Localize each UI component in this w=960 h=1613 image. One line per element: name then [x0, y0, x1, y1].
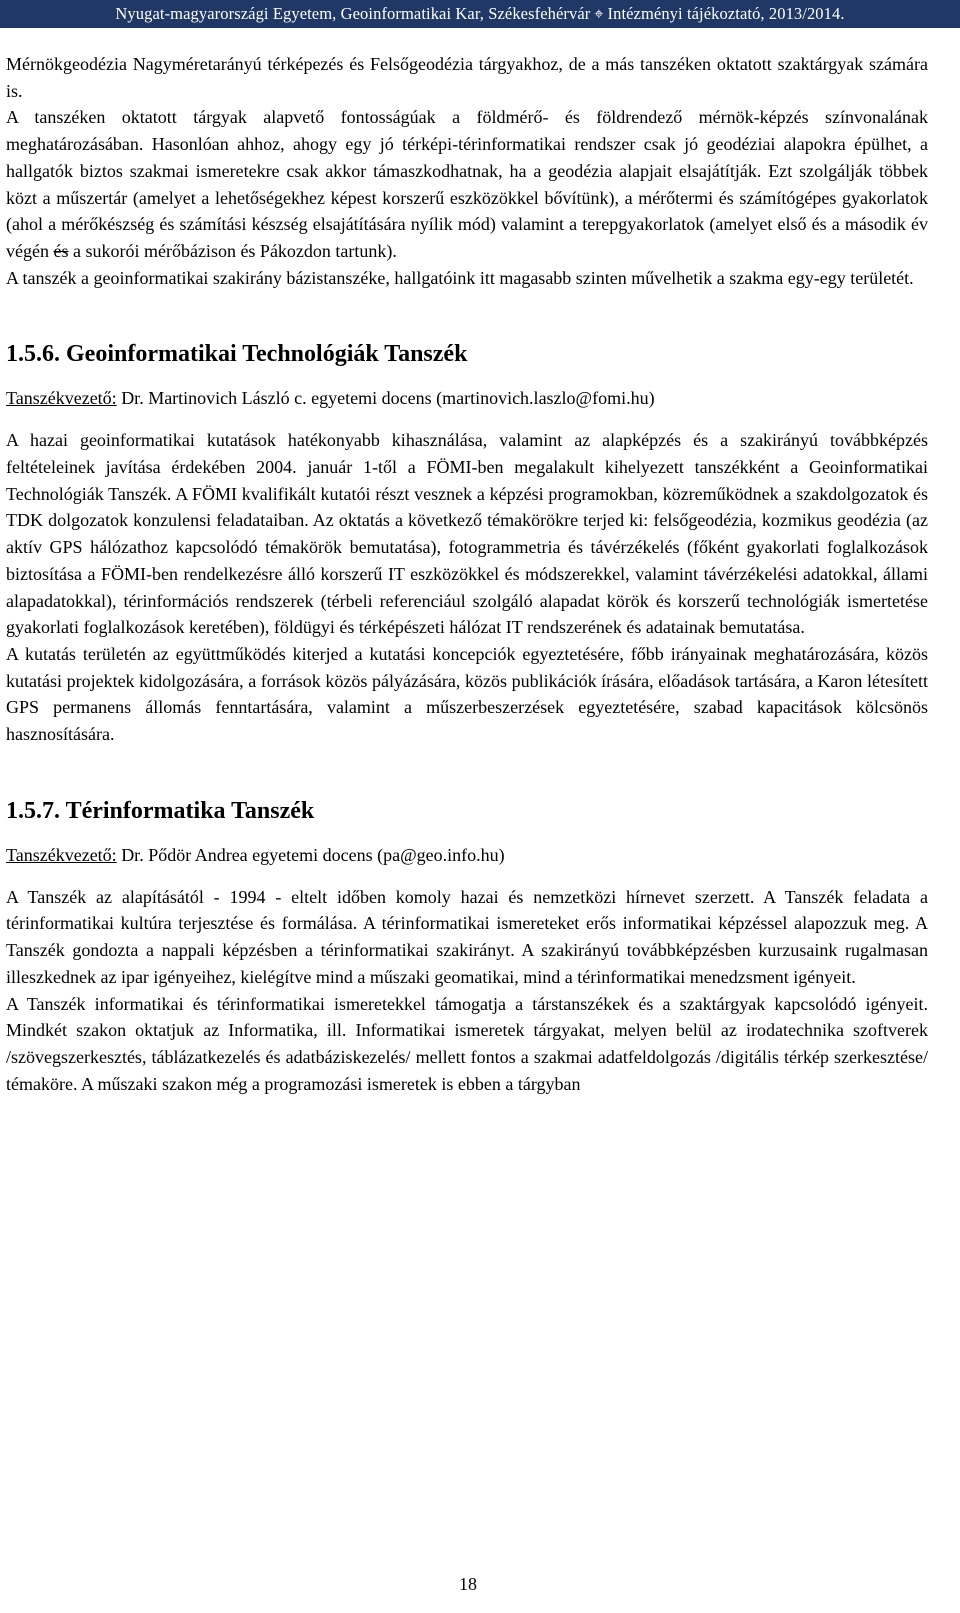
spacer: [6, 369, 928, 385]
struck-word: és: [53, 240, 69, 261]
intro-paragraph-2-main: A tanszéken oktatott tárgyak alapvető fontosságúak a földmérő- és földrendező mérnök-képzés színvonalának meghatározásában. Hasonlóan ahhoz, ahogy egy jó térképi-térinformatikai rendszer csak jó geodéziai alapokra épülhet, a hallgatók biztos szakmai ismeretekre csak akkor támaszkodhatnak, ha a geodézia alapjait elsajátítják. Ezt szolgálják többek közt a műszertár (amelyet a lehetőségekhez képest korszerű eszközökkel bővítünk), a mérőtermi és számítógépes gyakorlatok (ahol a mérőkészség és számítási készség elsajátítására nyílik mód) valamint a terepgyakorlatok (amelyet első és a második év végén: [6, 107, 928, 261]
department-head-label: Tanszékvezető:: [6, 388, 117, 409]
department-head-label: Tanszékvezető:: [6, 844, 117, 865]
page-number: 18: [459, 1574, 477, 1594]
section-heading-156: 1.5.6. Geoinformatikai Technológiák Tanszék: [6, 341, 468, 368]
spacer: [6, 748, 928, 796]
section-157-paragraph-2: A Tanszék informatikai és térinformatikai ismeretekkel támogatja a társtanszékek és a szaktárgyak kapcsolódó igényeit. Mindkét szakon oktatjuk az Informatika, ill. Informatikai ismeretek tárgyakat, melyen belül az irodatechnika szoftverek /szövegszerkesztés, táblázatkezelés és adatbáziskezelés/ mellett fontos a szakmai adatfeldolgozás /digitális térkép szerkesztése/ témaköre. A műszaki szakon még a programozási ismeretek is ebben a tárgyban: [6, 993, 928, 1094]
spacer: [6, 868, 928, 884]
header-institution: Nyugat-magyarországi Egyetem, Geoinformatikai Kar, Székesfehérvár: [115, 4, 591, 23]
intro-paragraph-2: [6, 104, 928, 264]
department-head-value: Dr. Martinovich László c. egyetemi docens (martinovich.laszlo@fomi.hu): [116, 388, 655, 409]
spacer: [6, 411, 928, 427]
page-content: [6, 51, 928, 1097]
section-157-paragraph-1: A Tanszék az alapításától - 1994 - eltelt időben komoly hazai és nemzetközi hírnevet szerzett. A Tanszék feladata a térinformatikai kultúra terjesztése és formálása. A térinformatikai ismereteket erős informatikai képzéssel alapozzuk meg. A Tanszék gondozta a nappali képzésben a térinformatikai szakirányt. A szakirányú továbbképzésben kurzusaink rugalmasan illeszkednek az ipar igényeihez, kielégítve mind a műszaki geomatikai, mind a térinformatikai menedzsment igényeit.: [6, 886, 928, 987]
section-heading-157: 1.5.7. Térinformatika Tanszék: [6, 797, 315, 824]
spacer: [6, 826, 928, 842]
section-156-paragraph-2: A kutatás területén az együttműködés kiterjed a kutatási koncepciók egyeztetésére, főbb irányainak meghatározására, közös kutatási projektek kidolgozására, a források közös pályázására, közös publikációk írására, előadások tartására, a Karon létesített GPS permanens állomás fenntartására, valamint a műszerbeszerzések egyeztetésére, szabad kapacitások kölcsönös hasznosítására.: [6, 643, 928, 745]
spacer: [6, 291, 928, 339]
section-156-paragraph-1: A hazai geoinformatikai kutatások hatékonyabb kihasználása, valamint az alapképzés és a szakirányú továbbképzés feltételeinek javítása érdekében 2004. január 1-től a FÖMI-ben megalakult kihelyezett tanszékként a Geoinformatikai Technológiák Tanszék. A FÖMI kvalifikált kutatói részt vesznek a képzési programokban, közreműködnek a szakdolgozatok és TDK dolgozatok konzulensi feladataiban. Az oktatás a következő témakörökre terjed ki: felsőgeodézia, kozmikus geodézia (az aktív GPS hálózathoz kapcsolódó témakörök bemutatása), fotogrammetria és távérzékelés (főként gyakorlati foglalkozások biztosítása a FÖMI-ben rendelkezésre álló korszerű IT eszközökkel és módszerekkel, valamint távérzékelési adatokkal, állami alapadatokkal), térinformációs rendszerek (térbeli referenciául szolgáló alapadat körök és korszerű technológiák ismertetése gyakorlati foglalkozások keretében), földügyi és térképészeti hálózat IT rendszerének és adatainak bemutatása.: [6, 430, 928, 638]
running-header: [0, 0, 960, 28]
department-head-value: Dr. Pődör Andrea egyetemi docens (pa@geo.info.hu): [116, 844, 505, 865]
header-publication: Intézményi tájékoztató, 2013/2014.: [607, 4, 845, 23]
department-head-157: [6, 842, 928, 868]
intro-paragraph-1: Mérnökgeodézia Nagyméretarányú térképezés és Felsőgeodézia tárgyakhoz, de a más tanszéken oktatott szaktárgyak számára is.: [6, 54, 928, 101]
department-head-156: [6, 385, 928, 411]
intro-paragraph-3: A tanszék a geoinformatikai szakirány bázistanszéke, hallgatóink itt magasabb szinten művelhetik a szakma egy-egy területét.: [6, 267, 914, 288]
compass-icon: ⌖: [594, 6, 604, 23]
intro-paragraph-2-end: a sukorói mérőbázison és Pákozdon tartunk).: [68, 240, 397, 261]
